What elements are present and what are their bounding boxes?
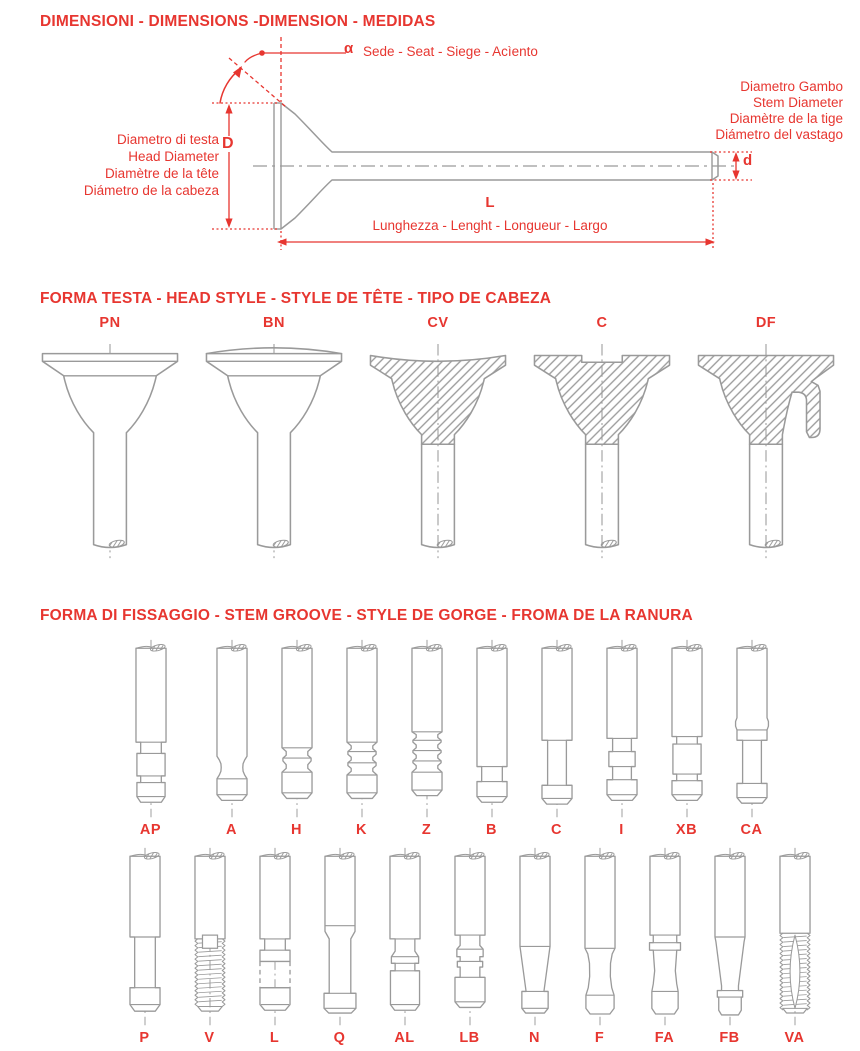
head-style-code: DF bbox=[755, 315, 777, 331]
stem-diameter-line-en: Stem Diameter bbox=[752, 95, 843, 110]
stem-groove-code: LB bbox=[459, 1030, 480, 1046]
dimensions-section bbox=[0, 0, 860, 266]
head-style-section bbox=[0, 290, 860, 572]
stem-groove-code: C bbox=[551, 822, 562, 838]
stem-groove-figure bbox=[697, 845, 762, 1047]
head-diameter-line-en: Head Diameter bbox=[128, 149, 219, 164]
length-label: Lunghezza - Lenght - Longueur - Largo bbox=[372, 218, 608, 233]
valve-stem-drawing bbox=[266, 637, 328, 821]
valve-stem-drawing bbox=[569, 845, 631, 1029]
valve-stem-drawing bbox=[526, 637, 588, 821]
stem-groove-figure bbox=[118, 637, 183, 839]
valve-stem-drawing bbox=[396, 637, 458, 821]
stem-groove-figure bbox=[654, 637, 719, 839]
stem-diameter-label bbox=[583, 79, 843, 143]
stem-groove-code: XB bbox=[675, 822, 698, 838]
stem-groove-code: V bbox=[204, 1030, 215, 1046]
valve-stem-drawing bbox=[114, 845, 176, 1029]
valve-stem-drawing bbox=[179, 845, 241, 1029]
valve-dimension-figure bbox=[0, 31, 860, 266]
stem-groove-figure bbox=[394, 637, 459, 839]
stem-groove-figure bbox=[459, 637, 524, 839]
stem-groove-figure bbox=[372, 845, 437, 1047]
valve-stem-drawing bbox=[201, 637, 263, 821]
stem-groove-figure bbox=[524, 637, 589, 839]
length-symbol: L bbox=[485, 194, 495, 211]
stem-groove-figure bbox=[567, 845, 632, 1047]
stem-groove-code: P bbox=[139, 1030, 150, 1046]
stem-groove-figure bbox=[719, 637, 784, 839]
head-style-figure bbox=[28, 314, 192, 572]
dimensions-section-title: DIMENSIONI - DIMENSIONS -DIMENSION - MEDIDAS bbox=[40, 13, 436, 30]
stem-groove-code: Q bbox=[333, 1030, 346, 1046]
stem-groove-code: K bbox=[356, 822, 367, 838]
valve-head-drawing bbox=[520, 332, 684, 572]
stem-groove-code: VA bbox=[784, 1030, 805, 1046]
head-style-figure bbox=[356, 314, 520, 572]
head-style-figure bbox=[684, 314, 848, 572]
stem-groove-code: FA bbox=[654, 1030, 675, 1046]
head-style-section-title: FORMA TESTA - HEAD STYLE - STYLE DE TÊTE - TIPO DE CABEZA bbox=[40, 290, 552, 307]
valve-stem-drawing bbox=[331, 637, 393, 821]
stem-diameter-symbol: d bbox=[743, 152, 753, 169]
head-style-figure bbox=[192, 314, 356, 572]
valve-stem-drawing bbox=[721, 637, 783, 821]
stem-groove-figure bbox=[177, 845, 242, 1047]
stem-groove-code: CA bbox=[740, 822, 763, 838]
stem-groove-figure bbox=[199, 637, 264, 839]
stem-groove-figure bbox=[437, 845, 502, 1047]
seat-angle-symbol: α bbox=[344, 40, 354, 57]
stem-groove-figure bbox=[762, 845, 827, 1047]
head-style-code: CV bbox=[427, 315, 449, 331]
head-style-figure bbox=[520, 314, 684, 572]
stem-groove-code: N bbox=[529, 1030, 540, 1046]
head-style-code: BN bbox=[263, 315, 285, 331]
stem-groove-code: B bbox=[486, 822, 497, 838]
stem-diameter-line-fr: Diamètre de la tige bbox=[729, 111, 843, 126]
valve-stem-drawing bbox=[634, 845, 696, 1029]
stem-diameter-line-es: Diámetro del vastago bbox=[715, 127, 843, 142]
valve-stem-drawing bbox=[374, 845, 436, 1029]
head-style-code: PN bbox=[99, 315, 121, 331]
valve-head-drawing bbox=[356, 332, 520, 572]
stem-groove-code: A bbox=[226, 822, 237, 838]
valve-stem-drawing bbox=[309, 845, 371, 1029]
stem-groove-code: H bbox=[291, 822, 302, 838]
stem-groove-figure bbox=[307, 845, 372, 1047]
head-style-row bbox=[28, 314, 860, 572]
stem-groove-code: Z bbox=[421, 822, 432, 838]
stem-groove-code: FB bbox=[719, 1030, 740, 1046]
stem-groove-code: AP bbox=[139, 822, 162, 838]
stem-groove-code: L bbox=[269, 1030, 280, 1046]
valve-stem-drawing bbox=[764, 845, 826, 1029]
stem-groove-row-2 bbox=[112, 845, 860, 1047]
stem-groove-figure bbox=[589, 637, 654, 839]
stem-groove-figure bbox=[632, 845, 697, 1047]
stem-groove-figure bbox=[112, 845, 177, 1047]
valve-stem-drawing bbox=[120, 637, 182, 821]
head-style-code: C bbox=[596, 315, 608, 331]
stem-groove-figure bbox=[502, 845, 567, 1047]
stem-groove-row-1 bbox=[118, 637, 860, 839]
valve-head-drawing bbox=[684, 332, 848, 572]
valve-stem-drawing bbox=[439, 845, 501, 1029]
valve-stem-drawing bbox=[699, 845, 761, 1029]
stem-diameter-line-it: Diametro Gambo bbox=[740, 79, 843, 94]
valve-stem-drawing bbox=[656, 637, 718, 821]
valve-stem-drawing bbox=[461, 637, 523, 821]
valve-head-drawing bbox=[28, 332, 192, 572]
head-diameter-symbol: D bbox=[222, 135, 234, 152]
stem-groove-section-title: FORMA DI FISSAGGIO - STEM GROOVE - STYLE DE GORGE - FROMA DE LA RANURA bbox=[40, 607, 693, 624]
stem-groove-section bbox=[0, 607, 860, 1047]
valve-head-drawing bbox=[192, 332, 356, 572]
head-diameter-label bbox=[0, 131, 219, 199]
stem-groove-code: F bbox=[594, 1030, 605, 1046]
stem-groove-figure bbox=[329, 637, 394, 839]
stem-groove-code: AL bbox=[394, 1030, 415, 1046]
stem-groove-code: I bbox=[619, 822, 624, 838]
head-diameter-line-fr: Diamètre de la tête bbox=[104, 166, 219, 181]
valve-stem-drawing bbox=[244, 845, 306, 1029]
stem-groove-figure bbox=[242, 845, 307, 1047]
head-diameter-line-es: Diámetro de la cabeza bbox=[83, 183, 219, 198]
stem-groove-figure bbox=[264, 637, 329, 839]
valve-stem-drawing bbox=[504, 845, 566, 1029]
valve-stem-drawing bbox=[591, 637, 653, 821]
seat-label: Sede - Seat - Siege - Acìento bbox=[363, 44, 538, 59]
head-diameter-line-it: Diametro di testa bbox=[116, 132, 219, 147]
